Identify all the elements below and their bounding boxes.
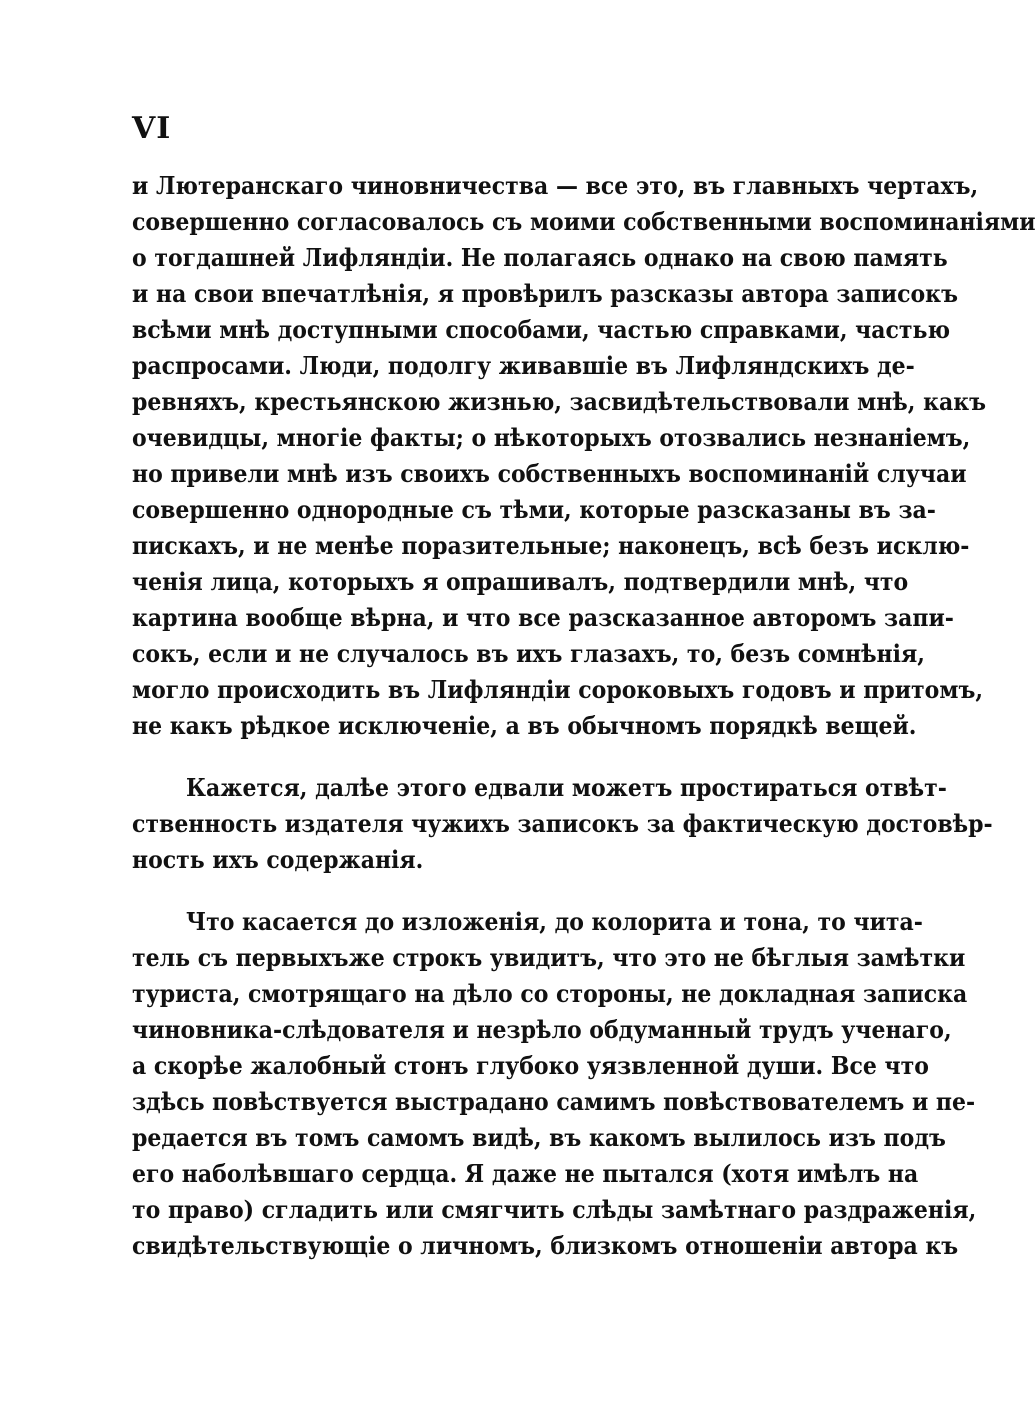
text-line: ченія лица, которыхъ я опрашивалъ, подтвердили мнѣ, что	[132, 567, 909, 597]
text-line: сокъ, если и не случалось въ ихъ глазахъ, то, безъ сомнѣнія,	[132, 639, 925, 669]
text-line: редается въ томъ самомъ видѣ, въ какомъ вылилось изъ подъ	[132, 1123, 946, 1153]
paragraph-2	[132, 770, 993, 878]
text-line: не какъ рѣдкое исключеніе, а въ обычномъ порядкѣ вещей.	[132, 711, 917, 741]
page-number: VI	[132, 111, 172, 146]
text-line: очевидцы, многіе факты; о нѣкоторыхъ отозвались незнаніемъ,	[132, 423, 971, 453]
text-line: ность ихъ содержанія.	[132, 845, 424, 875]
text-line: а скорѣе жалобный стонъ глубоко уязвленной души. Все что	[132, 1051, 929, 1081]
text-body	[132, 168, 1036, 1264]
text-line: ревняхъ, крестьянскою жизнью, засвидѣтельствовали мнѣ, какъ	[132, 387, 986, 417]
text-line: то право) сгладить или смягчить слѣды замѣтнаго раздраженія,	[132, 1195, 977, 1225]
text-line: чиновника-слѣдователя и незрѣло обдуманный трудъ ученаго,	[132, 1015, 952, 1045]
paragraph-1	[132, 168, 1036, 744]
text-line: Кажется, далѣе этого едвали можетъ простираться отвѣт-	[186, 773, 947, 803]
text-line: и Лютеранскаго чиновничества — все это, въ главныхъ чертахъ,	[132, 171, 979, 201]
text-line: и на свои впечатлѣнія, я провѣрилъ разсказы автора записокъ	[132, 279, 958, 309]
text-line: распросами. Люди, подолгу живавшіе въ Лифляндскихъ де-	[132, 351, 915, 381]
text-line: картина вообще вѣрна, и что все разсказанное авторомъ запи-	[132, 603, 954, 633]
text-line: совершенно однородные съ тѣми, которые разсказаны въ за-	[132, 495, 936, 525]
text-line: всѣми мнѣ доступными способами, частью справками, частью	[132, 315, 951, 345]
text-line: туриста, смотрящаго на дѣло со стороны, не докладная записка	[132, 979, 968, 1009]
text-line: пискахъ, и не менѣе поразительные; наконецъ, всѣ безъ исклю-	[132, 531, 970, 561]
text-line: совершенно согласовалось съ моими собственными воспоминаніями	[132, 207, 1036, 237]
text-line: но привели мнѣ изъ своихъ собственныхъ воспоминаній случаи	[132, 459, 967, 489]
text-line: Что касается до изложенія, до колорита и тона, то чита-	[186, 907, 923, 937]
text-line: могло происходить въ Лифляндіи сороковыхъ годовъ и притомъ,	[132, 675, 983, 705]
text-line: свидѣтельствующіе о личномъ, близкомъ отношеніи автора къ	[132, 1231, 959, 1261]
text-line: о тогдашней Лифляндіи. Не полагаясь однако на свою память	[132, 243, 948, 273]
text-line: здѣсь повѣствуется выстрадано самимъ повѣствователемъ и пе-	[132, 1087, 976, 1117]
text-line: тель съ первыхъже строкъ увидитъ, что это не бѣглыя замѣтки	[132, 943, 966, 973]
text-line: его наболѣвшаго сердца. Я даже не пытался (хотя имѣлъ на	[132, 1159, 919, 1189]
text-line: ственность издателя чужихъ записокъ за фактическую достовѣр-	[132, 809, 993, 839]
paragraph-3	[132, 904, 977, 1264]
